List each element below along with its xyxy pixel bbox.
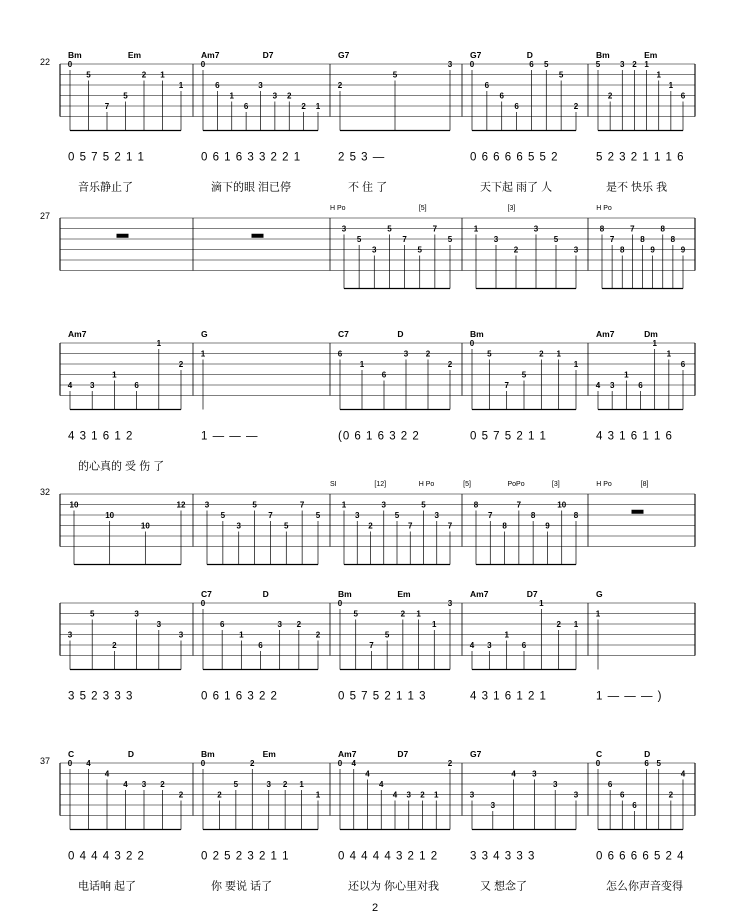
- fret-number: 2: [447, 360, 453, 369]
- fret-number: 7: [268, 511, 273, 520]
- fret-number: 1: [644, 60, 649, 69]
- fret-number: 2: [301, 102, 306, 111]
- fret-number: 5: [284, 521, 289, 531]
- fret-number: 2: [539, 349, 544, 359]
- fret-number: 5: [315, 511, 321, 520]
- chord-name: D: [644, 749, 651, 759]
- fret-number: 5: [356, 235, 362, 244]
- fret-number: 10: [557, 500, 567, 510]
- fret-number: 6: [499, 91, 504, 101]
- fret-number: 8: [530, 511, 536, 520]
- fret-number: 3: [67, 630, 73, 640]
- fret-number: 2: [315, 630, 321, 640]
- fret-number: 7: [516, 500, 522, 510]
- fret-number: 10: [105, 511, 115, 520]
- fret-number: 4: [469, 641, 475, 650]
- fret-number: 4: [123, 780, 128, 789]
- chord-name: D7: [397, 749, 409, 759]
- chord-name: Bm: [68, 50, 82, 60]
- fret-number: 3: [434, 511, 439, 520]
- measure-number: 32: [40, 487, 51, 497]
- fret-number: 2: [607, 91, 613, 101]
- chord-name: G7: [470, 50, 482, 60]
- chord-name: Em: [262, 749, 276, 759]
- fret-number: 3: [493, 235, 499, 244]
- fret-number: 3: [573, 245, 579, 255]
- fret-number: 8: [620, 245, 625, 255]
- fret-number: 3: [620, 60, 625, 69]
- chord-name: G7: [338, 50, 350, 60]
- fret-number: 6: [529, 60, 534, 69]
- chord-name: G7: [470, 749, 482, 759]
- fret-number: 1: [595, 609, 601, 619]
- fret-number: 5: [521, 370, 527, 380]
- chord-name: Am7: [596, 329, 615, 339]
- fret-number: 2: [112, 641, 117, 650]
- fret-number: 2: [668, 790, 674, 800]
- fret-number: 7: [504, 381, 509, 390]
- fret-number: 7: [408, 521, 413, 531]
- fret-number: 1: [112, 370, 117, 380]
- chord-name: Dm: [644, 329, 658, 339]
- fret-number: 3: [487, 641, 492, 650]
- fret-number: 3: [272, 91, 278, 101]
- jianpu-notation: 2 5 3 —: [338, 151, 386, 164]
- fret-number: 5: [417, 245, 422, 255]
- fret-number: 2: [400, 609, 406, 619]
- technique-annotation: [12]: [374, 481, 387, 488]
- lyric: 音乐静止了: [78, 181, 133, 194]
- fret-number: 5: [544, 60, 549, 69]
- technique-annotation: H Po: [330, 205, 346, 212]
- fret-number: 5: [353, 609, 358, 619]
- technique-annotation: [3]: [507, 205, 516, 212]
- fret-number: 2: [632, 60, 637, 69]
- jianpu-notation: 4 3 1 6 1 1 6: [596, 430, 673, 443]
- fret-number: 1: [299, 780, 304, 789]
- chord-name: D: [526, 50, 533, 60]
- fret-number: 8: [670, 235, 676, 244]
- lyric: 电话响 起了: [78, 880, 137, 893]
- fret-number: 2: [420, 790, 425, 800]
- fret-number: 5: [220, 511, 226, 520]
- fret-number: 7: [369, 641, 374, 650]
- fret-number: 0: [200, 759, 206, 768]
- jianpu-notation: 0 6 6 6 6 5 2 4: [596, 850, 685, 863]
- jianpu-notation: 0 6 1 6 3 2 2: [201, 690, 278, 703]
- fret-number: 1: [666, 349, 672, 359]
- fret-number: 4: [351, 759, 356, 768]
- fret-number: 8: [502, 521, 507, 531]
- fret-number: 4: [104, 769, 110, 779]
- fret-number: 1: [556, 349, 561, 359]
- fret-number: 9: [680, 245, 686, 255]
- chord-name: D: [127, 749, 134, 759]
- lyric: 你 要说 话了: [211, 880, 273, 893]
- chord-name: Bm: [338, 589, 352, 599]
- fret-number: 1: [652, 339, 657, 348]
- fret-number: 2: [368, 521, 373, 531]
- fret-number: 10: [69, 500, 79, 510]
- fret-number: 0: [337, 599, 343, 608]
- fret-number: 3: [490, 801, 496, 810]
- fret-number: 8: [660, 224, 665, 234]
- jianpu-notation: 0 5 7 5 2 1 1 3: [338, 690, 427, 703]
- fret-number: 0: [337, 759, 343, 768]
- fret-number: 1: [573, 620, 579, 629]
- fret-number: 7: [402, 235, 407, 244]
- fret-number: 7: [609, 235, 615, 244]
- lyric: 怎么你声音变得: [606, 880, 683, 893]
- fret-number: 3: [178, 630, 184, 640]
- fret-number: 5: [86, 70, 91, 80]
- fret-number: 1: [359, 360, 365, 369]
- jianpu-notation: 0 2 5 2 3 2 1 1: [201, 850, 290, 863]
- fret-number: 2: [337, 81, 343, 90]
- fret-number: 6: [680, 91, 686, 101]
- fret-number: 1: [432, 620, 437, 629]
- jianpu-notation: 0 5 7 5 2 1 1: [470, 430, 547, 443]
- lyric: 还以为 你心里对我: [348, 880, 440, 893]
- fret-number: 3: [266, 780, 271, 789]
- fret-number: 8: [573, 511, 579, 520]
- technique-annotation: PoPo: [507, 481, 525, 488]
- fret-number: 2: [287, 91, 292, 101]
- chord-name: D: [262, 589, 269, 599]
- technique-annotation: [3]: [551, 481, 560, 488]
- fret-number: 1: [539, 599, 544, 608]
- jianpu-notation: 1 — — — ): [596, 690, 663, 703]
- fret-number: 1: [156, 339, 162, 348]
- fret-number: 2: [160, 780, 165, 789]
- fret-number: 3: [341, 224, 347, 234]
- chord-name: D7: [262, 50, 274, 60]
- chord-name: C7: [338, 329, 349, 339]
- fret-number: 5: [553, 235, 559, 244]
- fret-number: 4: [511, 769, 516, 779]
- technique-annotation: H Po: [596, 481, 612, 488]
- fret-number: 0: [67, 759, 73, 768]
- fret-number: 5: [595, 60, 601, 69]
- fret-number: 1: [434, 790, 439, 800]
- fret-number: 3: [403, 349, 409, 359]
- fret-number: 7: [630, 224, 635, 234]
- chord-name: G: [596, 589, 603, 599]
- chord-name: Em: [397, 589, 411, 599]
- fret-number: 1: [416, 609, 421, 619]
- fret-number: 5: [387, 224, 392, 234]
- chord-name: Am7: [338, 749, 357, 759]
- fret-number: 3: [277, 620, 282, 629]
- fret-number: 4: [365, 769, 370, 779]
- jianpu-notation: 0 6 6 6 6 5 5 2: [470, 151, 559, 164]
- chord-name: G: [201, 329, 208, 339]
- fret-number: 6: [381, 370, 387, 380]
- fret-number: 2: [425, 349, 431, 359]
- jianpu-notation: 4 3 1 6 1 2: [68, 430, 134, 443]
- fret-number: 5: [123, 91, 128, 101]
- chord-name: Am7: [68, 329, 87, 339]
- fret-number: 4: [595, 381, 601, 390]
- fret-number: 0: [469, 339, 475, 348]
- fret-number: 2: [141, 70, 147, 80]
- fret-number: 5: [487, 349, 492, 359]
- jianpu-notation: 1 — — —: [201, 430, 259, 443]
- fret-number: 1: [504, 630, 509, 640]
- jianpu-notation: 0 4 4 4 3 2 2: [68, 850, 145, 863]
- fret-number: 5: [252, 500, 257, 510]
- fret-number: 7: [299, 500, 305, 510]
- fret-number: 0: [200, 60, 206, 69]
- fret-number: 2: [178, 360, 184, 369]
- chord-name: C: [68, 749, 75, 759]
- fret-number: 0: [67, 60, 73, 69]
- fret-number: 2: [250, 759, 255, 768]
- fret-number: 2: [573, 102, 579, 111]
- fret-number: 7: [447, 521, 453, 531]
- fret-number: 6: [215, 81, 220, 90]
- fret-number: 5: [447, 235, 453, 244]
- chord-name: Am7: [470, 589, 489, 599]
- fret-number: 5: [558, 70, 564, 80]
- fret-number: 4: [379, 780, 384, 789]
- fret-number: 3: [141, 780, 147, 789]
- fret-number: 4: [67, 381, 73, 390]
- fret-number: 2: [178, 790, 184, 800]
- rest-mark: [632, 510, 644, 514]
- fret-number: 10: [140, 521, 150, 531]
- fret-number: 6: [337, 349, 343, 359]
- fret-number: 4: [86, 759, 91, 768]
- fret-number: 9: [650, 245, 655, 255]
- fret-number: 3: [447, 60, 453, 69]
- fret-number: 6: [521, 641, 527, 650]
- rest-mark: [252, 234, 264, 238]
- fret-number: 5: [394, 511, 400, 520]
- jianpu-notation: 4 3 1 6 1 2 1: [470, 690, 547, 703]
- fret-number: 8: [599, 224, 605, 234]
- fret-number: 8: [640, 235, 645, 244]
- fret-number: 6: [620, 790, 625, 800]
- fret-number: 5: [421, 500, 426, 510]
- fret-number: 3: [552, 780, 558, 789]
- fret-number: 1: [624, 370, 629, 380]
- fret-number: 3: [532, 769, 537, 779]
- fret-number: 3: [469, 790, 475, 800]
- fret-number: 3: [204, 500, 210, 510]
- fret-number: 1: [473, 224, 479, 234]
- measure-number: 22: [40, 57, 51, 67]
- jianpu-notation: 0 4 4 4 4 3 2 1 2: [338, 850, 439, 863]
- page-number: 2: [371, 902, 379, 914]
- fret-number: 6: [484, 81, 490, 90]
- fret-number: 6: [638, 381, 643, 390]
- fret-number: 6: [243, 102, 249, 111]
- fret-number: 1: [341, 500, 347, 510]
- fret-number: 6: [644, 759, 649, 768]
- chord-name: C: [596, 749, 603, 759]
- jianpu-notation: 3 3 4 3 3 3: [470, 850, 536, 863]
- fret-number: 3: [89, 381, 95, 390]
- fret-number: 6: [219, 620, 225, 629]
- chord-name: D: [397, 329, 404, 339]
- measure-number: 37: [40, 756, 51, 766]
- chord-name: Em: [644, 50, 658, 60]
- fret-number: 2: [447, 759, 453, 768]
- jianpu-notation: 0 6 1 6 3 3 2 2 1: [201, 151, 302, 164]
- rest-mark: [117, 234, 129, 238]
- fret-number: 1: [229, 91, 234, 101]
- technique-annotation: [5]: [418, 205, 427, 212]
- fret-number: 3: [372, 245, 377, 255]
- fret-number: 5: [656, 759, 661, 768]
- fret-number: 2: [513, 245, 519, 255]
- fret-number: 3: [609, 381, 615, 390]
- fret-number: 5: [89, 609, 95, 619]
- fret-number: 3: [573, 790, 579, 800]
- lyric: 是不 快乐 我: [606, 181, 668, 194]
- fret-number: 3: [134, 609, 139, 619]
- lyric: 不 住 了: [348, 181, 388, 194]
- fret-number: 3: [236, 521, 241, 531]
- jianpu-notation: (0 6 1 6 3 2 2: [338, 430, 420, 443]
- fret-number: 6: [632, 801, 637, 810]
- fret-number: 5: [384, 630, 390, 640]
- fret-number: 3: [258, 81, 263, 90]
- fret-number: 1: [178, 81, 184, 90]
- chord-name: Em: [127, 50, 142, 60]
- lyric: 又 想念了: [480, 880, 528, 893]
- fret-number: 0: [469, 60, 475, 69]
- fret-number: 4: [680, 769, 686, 779]
- fret-number: 3: [406, 790, 411, 800]
- lyric: 滴下的眼 泪已停: [211, 181, 292, 194]
- fret-number: 1: [668, 81, 674, 90]
- fret-number: 6: [680, 360, 686, 369]
- fret-number: 9: [545, 521, 550, 531]
- technique-annotation: SI: [330, 481, 337, 488]
- fret-number: 2: [296, 620, 302, 629]
- chord-name: Bm: [596, 50, 610, 60]
- fret-number: 4: [392, 790, 398, 800]
- fret-number: 2: [282, 780, 288, 789]
- fret-number: 3: [447, 599, 453, 608]
- fret-number: 6: [134, 381, 139, 390]
- fret-number: 5: [392, 70, 398, 80]
- jianpu-notation: 3 5 2 3 3 3: [68, 690, 134, 703]
- technique-annotation: [8]: [640, 481, 649, 488]
- fret-number: 1: [315, 790, 321, 800]
- fret-number: 1: [573, 360, 579, 369]
- chord-name: Am7: [201, 50, 220, 60]
- fret-number: 6: [514, 102, 519, 111]
- fret-number: 0: [200, 599, 206, 608]
- chord-name: Bm: [201, 749, 215, 759]
- fret-number: 3: [533, 224, 539, 234]
- technique-annotation: H Po: [596, 205, 612, 212]
- fret-number: 3: [381, 500, 386, 510]
- chord-name: Bm: [470, 329, 484, 339]
- fret-number: 1: [160, 70, 165, 80]
- fret-number: 2: [217, 790, 222, 800]
- fret-number: 1: [656, 70, 661, 80]
- fret-number: 1: [200, 349, 206, 359]
- fret-number: 3: [156, 620, 162, 629]
- fret-number: 7: [488, 511, 493, 520]
- fret-number: 12: [176, 500, 186, 510]
- measure-number: 27: [40, 211, 51, 221]
- fret-number: 6: [607, 780, 613, 789]
- fret-number: 7: [432, 224, 438, 234]
- fret-number: 3: [355, 511, 360, 520]
- chord-name: D7: [526, 589, 538, 599]
- fret-number: 5: [233, 780, 239, 789]
- lyric: 天下起 雨了 人: [480, 181, 553, 194]
- fret-number: 6: [258, 641, 263, 650]
- technique-annotation: [5]: [463, 481, 471, 488]
- jianpu-notation: 5 2 3 2 1 1 1 6: [596, 151, 685, 164]
- fret-number: 0: [595, 759, 601, 768]
- technique-annotation: H Po: [418, 481, 435, 488]
- fret-number: 8: [473, 500, 479, 510]
- fret-number: 1: [239, 630, 244, 640]
- fret-number: 1: [315, 102, 321, 111]
- jianpu-notation: 0 5 7 5 2 1 1: [68, 151, 145, 164]
- fret-number: 2: [556, 620, 561, 629]
- lyric: 的心真的 受 伤 了: [78, 460, 165, 473]
- chord-name: C7: [201, 589, 212, 599]
- fret-number: 7: [104, 102, 110, 111]
